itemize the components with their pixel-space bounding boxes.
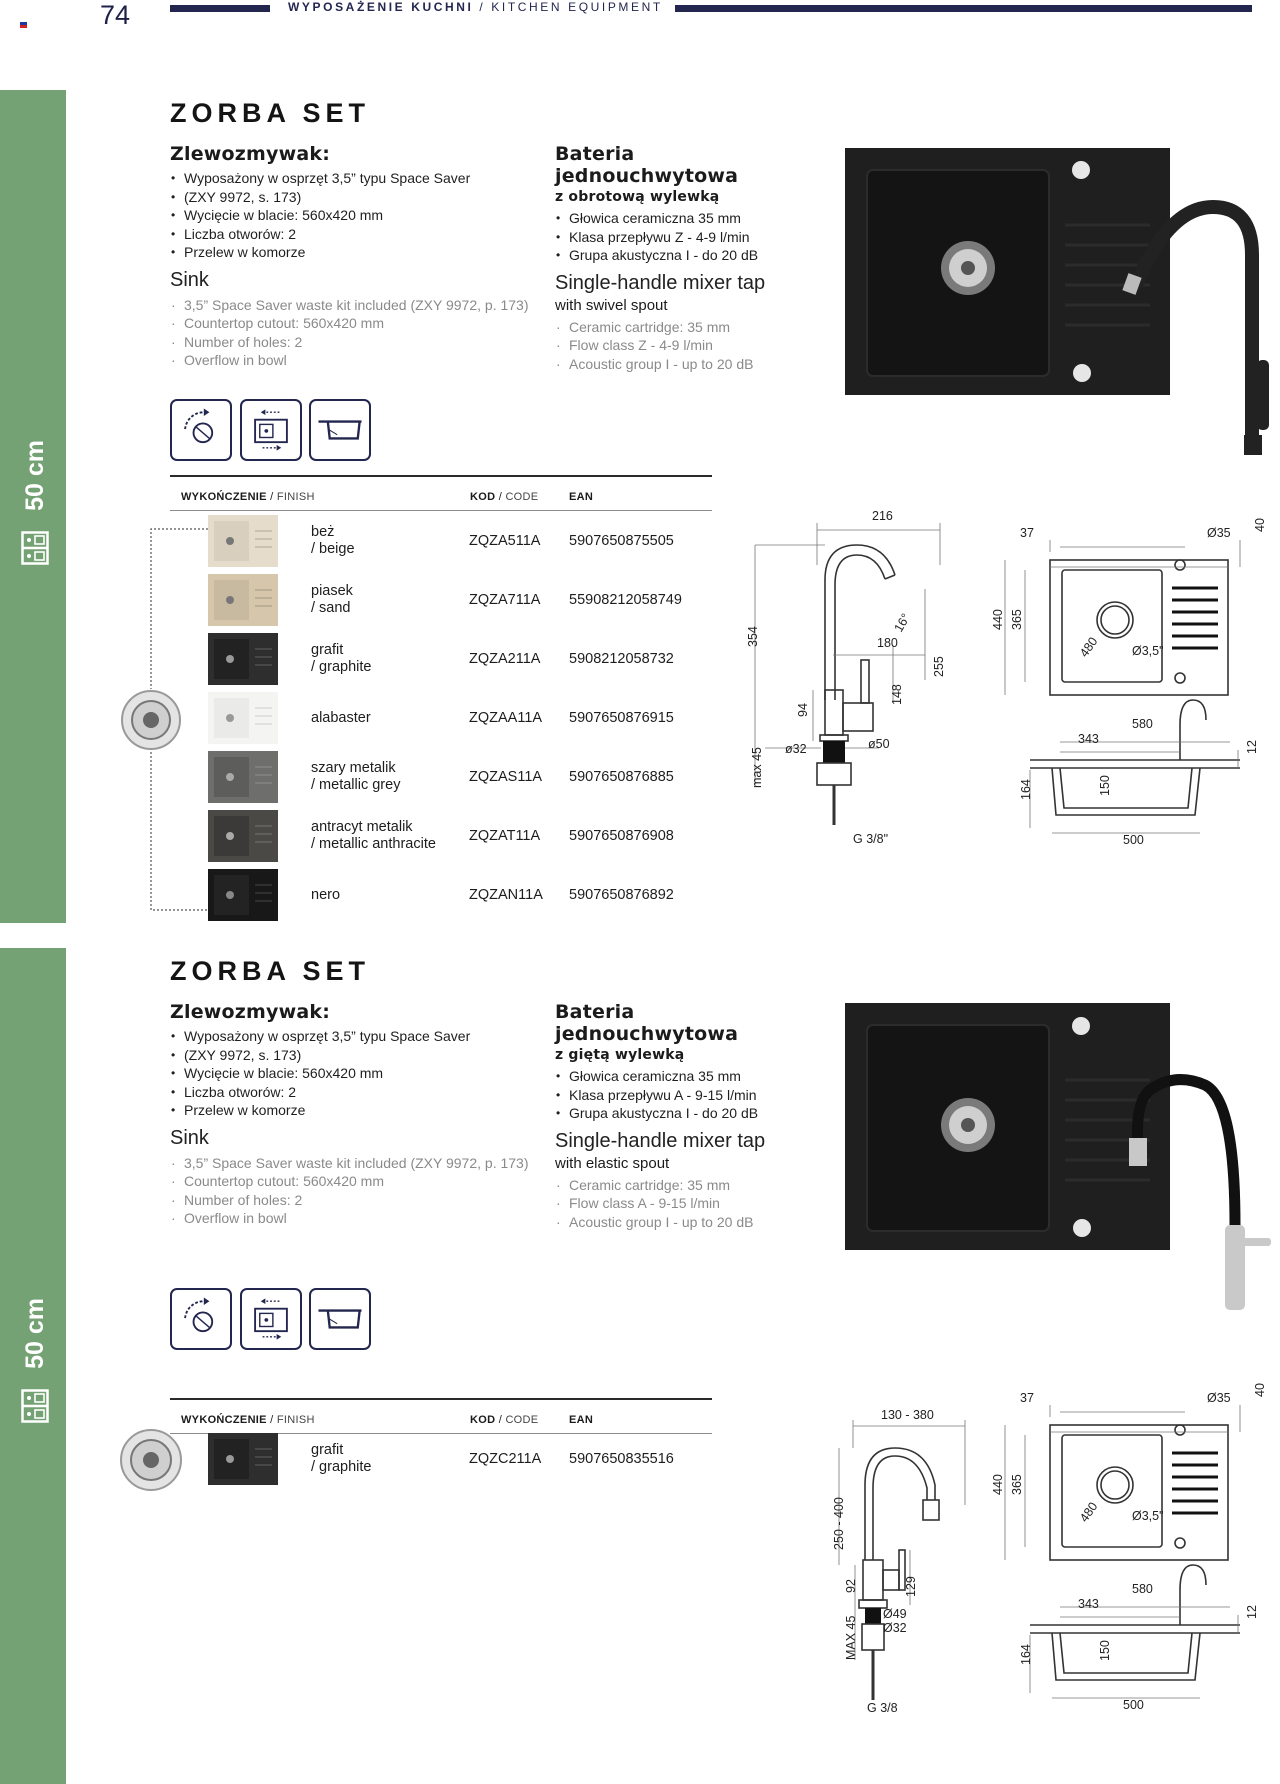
finish-swatch <box>208 810 278 862</box>
sink-spec-column <box>170 143 540 370</box>
table-row <box>208 751 708 807</box>
sink-heading-en: Sink <box>170 268 209 291</box>
list-item: • Wycięcie w blacie: 560x420 mm <box>170 206 540 225</box>
dim-12: 12 <box>1245 1605 1259 1619</box>
tap-heading-pl: Bateria jednouchwytowa <box>555 143 739 187</box>
sink-bullets-pl <box>170 1027 540 1120</box>
dim-480: 480 <box>1076 1499 1101 1525</box>
list-item: • Przelew w komorze <box>170 1101 540 1120</box>
sink-heading-pl: Zlewozmywak: <box>170 1001 331 1023</box>
side-label: 50 cm <box>20 440 49 511</box>
product-code: ZQZC211A <box>469 1451 542 1467</box>
finish-name-en: / metallic grey <box>311 777 401 793</box>
dim-37: 37 <box>1020 1391 1034 1405</box>
list-item: · Overflow in bowl <box>170 1209 540 1228</box>
side-band-bottom <box>0 948 66 1784</box>
header-title: WYPOSAŻENIE KUCHNI / KITCHEN EQUIPMENT <box>288 0 663 14</box>
list-item: • Przelew w komorze <box>170 243 540 262</box>
tap-bullets-en <box>555 318 815 374</box>
dim-150: 150 <box>1098 775 1112 796</box>
list-item: · Ceramic cartridge: 35 mm <box>555 1176 815 1195</box>
finish-swatch <box>208 869 278 921</box>
list-item: • Klasa przepływu A - 9-15 l/min <box>555 1086 815 1105</box>
rotation-strainer-icon <box>170 399 232 461</box>
sink-size-icon <box>21 531 49 565</box>
product-photo-sink-tap <box>845 1000 1280 1320</box>
list-item: • Głowica ceramiczna 35 mm <box>555 209 815 228</box>
strainer-icon <box>118 1427 184 1493</box>
finish-name: piasek <box>311 583 353 599</box>
reversible-sink-icon <box>240 399 302 461</box>
dim-width: 130 - 380 <box>881 1408 934 1422</box>
dim-500: 500 <box>1123 1698 1144 1712</box>
dim-height: 250 - 400 <box>832 1497 846 1550</box>
dim-480: 480 <box>1076 634 1101 660</box>
product-code: ZQZA711A <box>469 592 541 608</box>
table-row <box>208 692 708 748</box>
dim-max: MAX 45 <box>844 1615 858 1660</box>
tap-technical-drawing <box>745 505 965 855</box>
product-code: ZQZA211A <box>469 651 541 667</box>
list-item: · Number of holes: 2 <box>170 333 540 352</box>
dim-40: 40 <box>1253 1383 1267 1397</box>
dim-d2: Ø32 <box>883 1621 907 1635</box>
tap-technical-drawing <box>815 1400 995 1720</box>
sink-size-icon <box>21 1389 49 1423</box>
product-title: ZORBA SET <box>170 956 370 986</box>
finish-table-header: WYKOŃCZENIE / FINISH KOD / CODE EAN <box>170 1398 712 1434</box>
finish-name: alabaster <box>311 709 371 726</box>
list-item: · Overflow in bowl <box>170 351 540 370</box>
list-item: · Acoustic group I - up to 20 dB <box>555 355 815 374</box>
dim-base: 94 <box>796 703 810 717</box>
ean-code: 5907650876885 <box>569 769 674 785</box>
list-item: • Liczba otworów: 2 <box>170 1083 540 1102</box>
dim-thread: G 3/8" <box>853 832 889 846</box>
dim-40: 40 <box>1253 518 1267 532</box>
side-band-top <box>0 90 66 923</box>
table-row <box>208 869 708 925</box>
product-code: ZQZA511A <box>469 533 541 549</box>
table-row <box>208 1433 708 1489</box>
sink-bullets-en <box>170 1154 540 1228</box>
sink-heading-en: Sink <box>170 1126 209 1149</box>
dim-width: 216 <box>872 509 893 523</box>
dim-d35: Ø35 <box>1207 1391 1231 1405</box>
finish-swatch <box>208 1433 278 1485</box>
list-item: · Acoustic group I - up to 20 dB <box>555 1213 815 1232</box>
dim-343: 343 <box>1078 1597 1099 1611</box>
table-row <box>208 515 708 571</box>
reversible-sink-icon <box>240 1288 302 1350</box>
finish-swatch <box>208 633 278 685</box>
list-item: · Flow class A - 9-15 l/min <box>555 1194 815 1213</box>
list-item: · Number of holes: 2 <box>170 1191 540 1210</box>
dim-150: 150 <box>1098 1640 1112 1661</box>
language-flag-icon <box>20 22 27 28</box>
finish-name-en: / graphite <box>311 1459 372 1475</box>
tap-heading-pl: Bateria jednouchwytowa <box>555 1001 739 1045</box>
table-row <box>208 574 708 630</box>
tap-subheading-en: with swivel spout <box>555 296 668 314</box>
list-item: · Countertop cutout: 560x420 mm <box>170 1172 540 1191</box>
ean-code: 5907650876915 <box>569 710 674 726</box>
dim-reach: 180 <box>877 636 898 650</box>
finish-name: szary metalik <box>311 760 396 776</box>
product-title: ZORBA SET <box>170 98 370 128</box>
list-item: • (ZXY 9972, s. 173) <box>170 188 540 207</box>
dim-spout: 255 <box>932 656 946 677</box>
product-code: ZQZAS11A <box>469 769 543 785</box>
list-item: · Countertop cutout: 560x420 mm <box>170 314 540 333</box>
undermount-install-icon <box>309 399 371 461</box>
ean-code: 5908212058732 <box>569 651 674 667</box>
product-code: ZQZAN11A <box>469 887 543 903</box>
finish-name-en: / beige <box>311 541 355 557</box>
sink-bullets-en <box>170 296 540 370</box>
dim-d35-waste: Ø3,5" <box>1132 644 1164 658</box>
tap-subheading-en: with elastic spout <box>555 1154 670 1172</box>
finish-name: beż <box>311 524 335 540</box>
finish-name-en: / sand <box>311 600 351 616</box>
finish-name-en: / metallic anthracite <box>311 836 436 852</box>
page-number: 74 <box>100 0 131 30</box>
dim-angle: 16° <box>891 611 914 635</box>
dim-thread: G 3/8 <box>867 1701 898 1715</box>
tap-bullets-pl <box>555 1067 815 1123</box>
dim-d2: ø50 <box>868 737 890 751</box>
tap-bullets-pl <box>555 209 815 265</box>
dim-base: 92 <box>844 1579 858 1593</box>
table-row <box>208 633 708 689</box>
product-photo-sink-tap <box>845 145 1280 455</box>
header-rule-left <box>170 5 270 12</box>
dim-580: 580 <box>1132 1582 1153 1596</box>
list-item: · Ceramic cartridge: 35 mm <box>555 318 815 337</box>
dim-500: 500 <box>1123 833 1144 847</box>
tap-subheading-pl: z obrotową wylewką <box>555 189 720 205</box>
list-item: • Wycięcie w blacie: 560x420 mm <box>170 1064 540 1083</box>
finish-name-en: / graphite <box>311 659 372 675</box>
finish-name: grafit <box>311 1442 344 1458</box>
dim-d1: Ø49 <box>883 1607 907 1621</box>
dim-d35: Ø35 <box>1207 526 1231 540</box>
dim-164: 164 <box>1019 1644 1033 1665</box>
list-item: • Klasa przepływu Z - 4-9 l/min <box>555 228 815 247</box>
list-item: • Wyposażony w osprzęt 3,5” typu Space Saver <box>170 1027 540 1046</box>
tap-spec-column <box>555 143 815 373</box>
dim-height: 354 <box>746 626 760 647</box>
list-item: • Wyposażony w osprzęt 3,5” typu Space Saver <box>170 169 540 188</box>
strainer-connector <box>110 520 210 915</box>
dim-12: 12 <box>1245 740 1259 754</box>
finish-swatch <box>208 515 278 567</box>
list-item: · 3,5” Space Saver waste kit included (ZXY 9972, p. 173) <box>170 1154 540 1173</box>
dim-440: 440 <box>991 609 1005 630</box>
list-item: • Głowica ceramiczna 35 mm <box>555 1067 815 1086</box>
product-code: ZQZAT11A <box>469 828 541 844</box>
sink-spec-column <box>170 1001 540 1228</box>
tap-spec-column <box>555 1001 815 1231</box>
finish-table-header: WYKOŃCZENIE / FINISH KOD / CODE EAN <box>170 475 712 511</box>
ean-code: 5907650835516 <box>569 1451 674 1467</box>
list-item: · Flow class Z - 4-9 l/min <box>555 336 815 355</box>
dim-343: 343 <box>1078 732 1099 746</box>
sink-technical-drawing <box>990 510 1280 855</box>
finish-swatch <box>208 692 278 744</box>
dim-580: 580 <box>1132 717 1153 731</box>
rotation-strainer-icon <box>170 1288 232 1350</box>
ean-code: 55908212058749 <box>569 592 682 608</box>
sink-heading-pl: Zlewozmywak: <box>170 143 331 165</box>
dim-max: max 45 <box>750 747 764 788</box>
finish-swatch <box>208 751 278 803</box>
ean-code: 5907650876908 <box>569 828 674 844</box>
dim-365: 365 <box>1010 609 1024 630</box>
table-row <box>208 810 708 866</box>
list-item: • Grupa akustyczna I - do 20 dB <box>555 1104 815 1123</box>
list-item: • Grupa akustyczna I - do 20 dB <box>555 246 815 265</box>
ean-code: 5907650876892 <box>569 887 674 903</box>
undermount-install-icon <box>309 1288 371 1350</box>
list-item: · 3,5” Space Saver waste kit included (ZXY 9972, p. 173) <box>170 296 540 315</box>
ean-code: 5907650875505 <box>569 533 674 549</box>
dim-440: 440 <box>991 1474 1005 1495</box>
side-label: 50 cm <box>20 1298 49 1369</box>
finish-name: grafit <box>311 642 344 658</box>
dim-d35-waste: Ø3,5" <box>1132 1509 1164 1523</box>
sink-technical-drawing <box>990 1375 1280 1720</box>
dim-body: 148 <box>890 684 904 705</box>
dim-37: 37 <box>1020 526 1034 540</box>
dim-body: 129 <box>904 1576 918 1597</box>
list-item: • (ZXY 9972, s. 173) <box>170 1046 540 1065</box>
tap-subheading-pl: z giętą wylewką <box>555 1047 685 1063</box>
finish-swatch <box>208 574 278 626</box>
product-code: ZQZAA11A <box>469 710 543 726</box>
dim-365: 365 <box>1010 1474 1024 1495</box>
dim-d1: ø32 <box>785 742 807 756</box>
list-item: • Liczba otworów: 2 <box>170 225 540 244</box>
dim-164: 164 <box>1019 779 1033 800</box>
tap-bullets-en <box>555 1176 815 1232</box>
finish-name: nero <box>311 886 341 903</box>
tap-heading-en: Single-handle mixer tap <box>555 271 766 294</box>
sink-bullets-pl <box>170 169 540 262</box>
tap-heading-en: Single-handle mixer tap <box>555 1129 766 1152</box>
header-rule-right <box>675 5 1252 12</box>
finish-name: antracyt metalik <box>311 819 413 835</box>
